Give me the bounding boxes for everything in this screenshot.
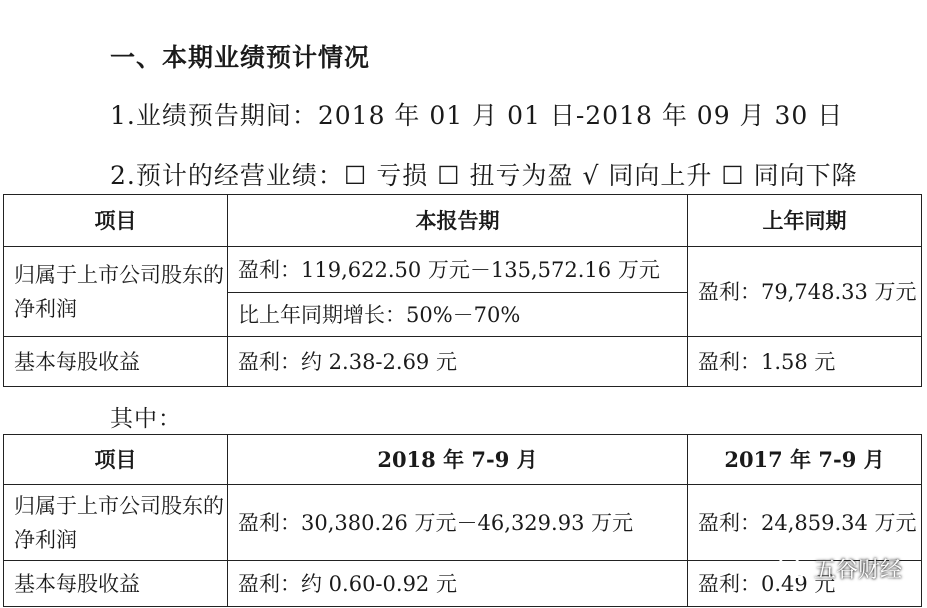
row-label-eps: 基本每股收益 [4,337,228,387]
table-header-row [4,435,922,485]
watermark-text: 五谷财经 [814,557,903,583]
forecast-table-full-period [3,194,922,387]
header-prior-quarter: 2017 年 7-9 月 [688,435,922,485]
header-prior-period: 上年同期 [688,195,922,247]
section-heading: 一、本期业绩预计情况 [110,43,371,72]
header-item: 项目 [4,195,228,247]
net-profit-current: 盈利：119,622.50 万元－135,572.16 万元 [228,247,688,293]
header-current-period: 本报告期 [228,195,688,247]
header-current-quarter: 2018 年 7-9 月 [228,435,688,485]
table-row [4,337,922,387]
net-profit-prior: 盈利：79,748.33 万元 [688,247,922,337]
eps-prior: 盈利：1.58 元 [688,337,922,387]
eps-current-quarter: 盈利：约 0.60-0.92 元 [228,561,688,607]
forecast-type-line: 2.预计的经营业绩：☐ 亏损 ☐ 扭亏为盈 √ 同向上升 ☐ 同向下降 [110,161,858,190]
net-profit-current-quarter: 盈利：30,380.26 万元－46,329.93 万元 [228,485,688,561]
eps-current: 盈利：约 2.38-2.69 元 [228,337,688,387]
watermark [778,552,902,584]
row-label-net-profit: 归属于上市公司股东的净利润 [4,485,228,561]
table-header-row [4,195,922,247]
wechat-icon [778,555,808,581]
row-label-eps: 基本每股收益 [4,561,228,607]
table-row [4,485,922,561]
table-row [4,247,922,293]
forecast-period-line: 1.业绩预告期间：2018 年 01 月 01 日-2018 年 09 月 30 日 [110,101,844,130]
header-item: 项目 [4,435,228,485]
among-label: 其中： [110,406,182,432]
net-profit-prior-quarter: 盈利：24,859.34 万元 [688,485,922,561]
row-label-net-profit: 归属于上市公司股东的净利润 [4,247,228,337]
net-profit-growth: 比上年同期增长：50%－70% [228,293,688,337]
eps-prior-quarter: 盈利：0.49 元 [688,561,922,607]
